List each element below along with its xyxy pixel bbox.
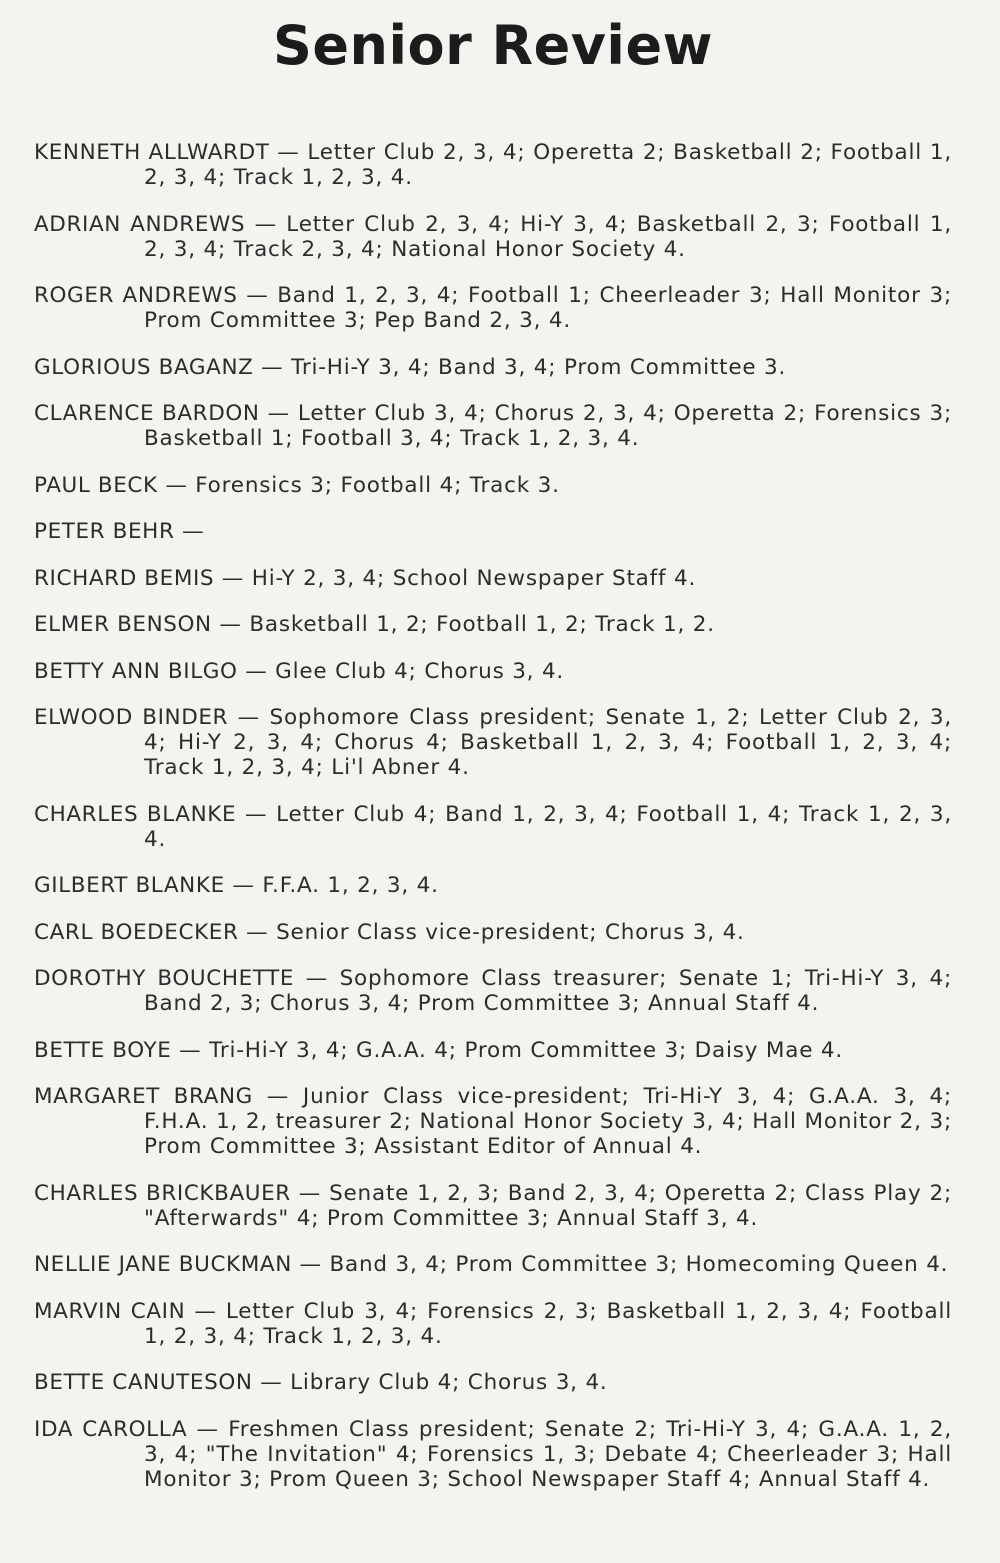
senior-entry: RICHARD BEMIS — Hi-Y 2, 3, 4; School Newspaper Staff 4. [34, 565, 697, 591]
senior-name: BETTE BOYE [34, 1037, 172, 1063]
senior-name: GILBERT BLANKE [34, 873, 225, 898]
senior-entry: MARVIN CAIN — Letter Club 3, 4; Forensics 2, 3; Basketball 1, 2, 3, 4; Football 1, 2, 3, 4; Track 1, 2, 3, 4. [34, 1298, 952, 1349]
senior-activities: Tri-Hi-Y 3, 4; Band 3, 4; Prom Committee 3. [291, 354, 787, 380]
senior-entry: MARGARET BRANG — Junior Class vice-president; Tri-Hi-Y 3, 4; G.A.A. 3, 4; F.H.A. 1, 2, treasurer 2; National Honor Society 3, 4; Hall Monitor 2, 3; Prom Committee 3; Assistant Editor of Annual 4. [34, 1084, 952, 1159]
senior-name: CLARENCE BARDON [34, 401, 260, 426]
senior-entry: BETTY ANN BILGO — Glee Club 4; Chorus 3, 4. [34, 658, 565, 684]
senior-activities: F.F.A. 1, 2, 3, 4. [262, 873, 439, 898]
senior-name: MARVIN CAIN [34, 1298, 186, 1324]
senior-entry: BETTE BOYE — Tri-Hi-Y 3, 4; G.A.A. 4; Prom Committee 3; Daisy Mae 4. [34, 1037, 844, 1063]
senior-name: DOROTHY BOUCHETTE [34, 966, 295, 991]
senior-entry: DOROTHY BOUCHETTE — Sophomore Class treasurer; Senate 1; Tri-Hi-Y 3, 4; Band 2, 3; Chorus 3, 4; Prom Committee 3; Annual Staff 4. [34, 966, 952, 1016]
senior-entry: CARL BOEDECKER — Senior Class vice-president; Chorus 3, 4. [34, 919, 745, 945]
senior-entry: PAUL BECK — Forensics 3; Football 4; Track 3. [34, 472, 560, 498]
senior-activities: Forensics 3; Football 4; Track 3. [195, 472, 560, 498]
senior-name: PETER BEHR [34, 519, 175, 544]
senior-name: CHARLES BRICKBAUER [34, 1180, 291, 1206]
senior-name: BETTE CANUTESON [34, 1370, 253, 1395]
senior-activities: Junior Class vice-president; Tri-Hi-Y 3, 4; G.A.A. 3, 4; F.H.A. 1, 2, treasurer 2; National Honor Society 3, 4; Hall Monitor 2, 3; Prom Committee 3; Assistant Editor of Annual 4. [144, 1084, 952, 1159]
senior-activities: Letter Club 2, 3, 4; Hi-Y 3, 4; Basketball 2, 3; Football 1, 2, 3, 4; Track 2, 3, 4; National Honor Society 4. [144, 211, 952, 262]
senior-activities: Band 1, 2, 3, 4; Football 1; Cheerleader 3; Hall Monitor 3; Prom Committee 3; Pep Band 2, 3, 4. [144, 283, 952, 333]
senior-entry: ADRIAN ANDREWS — Letter Club 2, 3, 4; Hi-Y 3, 4; Basketball 2, 3; Football 1, 2, 3, 4; Track 2, 3, 4; National Honor Society 4. [34, 211, 952, 262]
senior-entry: KENNETH ALLWARDT — Letter Club 2, 3, 4; Operetta 2; Basketball 2; Football 1, 2, 3, 4; Track 1, 2, 3, 4. [34, 140, 952, 190]
senior-entry: PETER BEHR — [34, 519, 205, 544]
senior-activities: Letter Club 2, 3, 4; Operetta 2; Basketball 2; Football 1, 2, 3, 4; Track 1, 2, 3, 4. [144, 140, 952, 190]
senior-name: IDA CAROLLA [34, 1416, 188, 1442]
senior-name: KENNETH ALLWARDT [34, 140, 270, 165]
senior-entry: ELMER BENSON — Basketball 1, 2; Football 1, 2; Track 1, 2. [34, 612, 715, 637]
senior-activities: Letter Club 3, 4; Forensics 2, 3; Basketball 1, 2, 3, 4; Football 1, 2, 3, 4; Track 1, 2, 3, 4. [144, 1298, 952, 1349]
senior-name: GLORIOUS BAGANZ [34, 354, 254, 380]
senior-activities: Senior Class vice-president; Chorus 3, 4. [276, 919, 745, 945]
senior-activities: Library Club 4; Chorus 3, 4. [290, 1370, 608, 1395]
senior-entry: BETTE CANUTESON — Library Club 4; Chorus 3, 4. [34, 1370, 608, 1395]
senior-entry: NELLIE JANE BUCKMAN — Band 3, 4; Prom Committee 3; Homecoming Queen 4. [34, 1252, 949, 1277]
senior-entry: CHARLES BRICKBAUER — Senate 1, 2, 3; Band 2, 3, 4; Operetta 2; Class Play 2; "Afterwards" 4; Prom Committee 3; Annual Staff 3, 4. [34, 1180, 953, 1231]
senior-name: RICHARD BEMIS [34, 565, 215, 591]
senior-name: ROGER ANDREWS [34, 283, 238, 308]
senior-activities: Letter Club 3, 4; Chorus 2, 3, 4; Operetta 2; Forensics 3; Basketball 1; Football 3, 4; Track 1, 2, 3, 4. [144, 401, 953, 451]
senior-activities: Hi-Y 2, 3, 4; School Newspaper Staff 4. [251, 565, 697, 591]
senior-activities: Sophomore Class president; Senate 1, 2; Letter Club 2, 3, 4; Hi-Y 2, 3, 4; Chorus 4; Basketball 1, 2, 3, 4; Football 1, 2, 3, 4; Track 1, 2, 3, 4; Li'l Abner 4. [144, 705, 952, 780]
senior-activities: Letter Club 4; Band 1, 2, 3, 4; Football 1, 4; Track 1, 2, 3, 4. [144, 801, 953, 852]
senior-entry: CHARLES BLANKE — Letter Club 4; Band 1, 2, 3, 4; Football 1, 4; Track 1, 2, 3, 4. [34, 801, 953, 852]
senior-activities: Sophomore Class treasurer; Senate 1; Tri-Hi-Y 3, 4; Band 2, 3; Chorus 3, 4; Prom Committee 3; Annual Staff 4. [144, 966, 952, 1016]
senior-name: CHARLES BLANKE [34, 801, 237, 827]
senior-activities: Freshmen Class president; Senate 2; Tri-Hi-Y 3, 4; G.A.A. 1, 2, 3, 4; "The Invitation" 4; Forensics 1, 3; Debate 4; Cheerleader 3; Hall Monitor 3; Prom Queen 3; School Newspaper Staff 4; Annual Staff 4. [144, 1416, 952, 1492]
senior-entry: CLARENCE BARDON — Letter Club 3, 4; Chorus 2, 3, 4; Operetta 2; Forensics 3; Basketball 1; Football 3, 4; Track 1, 2, 3, 4. [34, 401, 953, 451]
senior-name: ELMER BENSON [34, 612, 212, 637]
senior-activities: Tri-Hi-Y 3, 4; G.A.A. 4; Prom Committee 3; Daisy Mae 4. [209, 1037, 844, 1063]
senior-name: NELLIE JANE BUCKMAN [34, 1252, 292, 1277]
senior-activities: Glee Club 4; Chorus 3, 4. [275, 658, 565, 684]
senior-entry: ELWOOD BINDER — Sophomore Class president; Senate 1, 2; Letter Club 2, 3, 4; Hi-Y 2, 3, 4; Chorus 4; Basketball 1, 2, 3, 4; Football 1, 2, 3, 4; Track 1, 2, 3, 4; Li'l Abner 4. [34, 705, 952, 780]
senior-activities: Senate 1, 2, 3; Band 2, 3, 4; Operetta 2; Class Play 2; "Afterwards" 4; Prom Committee 3; Annual Staff 3, 4. [144, 1180, 953, 1231]
senior-name: ADRIAN ANDREWS [34, 211, 246, 237]
senior-entry: GLORIOUS BAGANZ — Tri-Hi-Y 3, 4; Band 3, 4; Prom Committee 3. [34, 354, 787, 380]
senior-entry: IDA CAROLLA — Freshmen Class president; Senate 2; Tri-Hi-Y 3, 4; G.A.A. 1, 2, 3, 4; "The Invitation" 4; Forensics 1, 3; Debate 4; Cheerleader 3; Hall Monitor 3; Prom Queen 3; School Newspaper Staff 4; Annual Staff 4. [34, 1416, 952, 1492]
senior-name: MARGARET BRANG [34, 1084, 253, 1109]
senior-name: CARL BOEDECKER [34, 919, 239, 945]
senior-activities: Band 3, 4; Prom Committee 3; Homecoming Queen 4. [329, 1252, 949, 1277]
page-title: Senior Review [273, 14, 713, 77]
senior-entry: ROGER ANDREWS — Band 1, 2, 3, 4; Football 1; Cheerleader 3; Hall Monitor 3; Prom Committee 3; Pep Band 2, 3, 4. [34, 283, 952, 333]
senior-name: BETTY ANN BILGO [34, 658, 238, 684]
senior-list [34, 140, 952, 1492]
senior-entry: GILBERT BLANKE — F.F.A. 1, 2, 3, 4. [34, 873, 439, 898]
senior-activities: Basketball 1, 2; Football 1, 2; Track 1, 2. [249, 612, 715, 637]
senior-name: PAUL BECK [34, 472, 158, 498]
senior-name: ELWOOD BINDER [34, 705, 229, 730]
